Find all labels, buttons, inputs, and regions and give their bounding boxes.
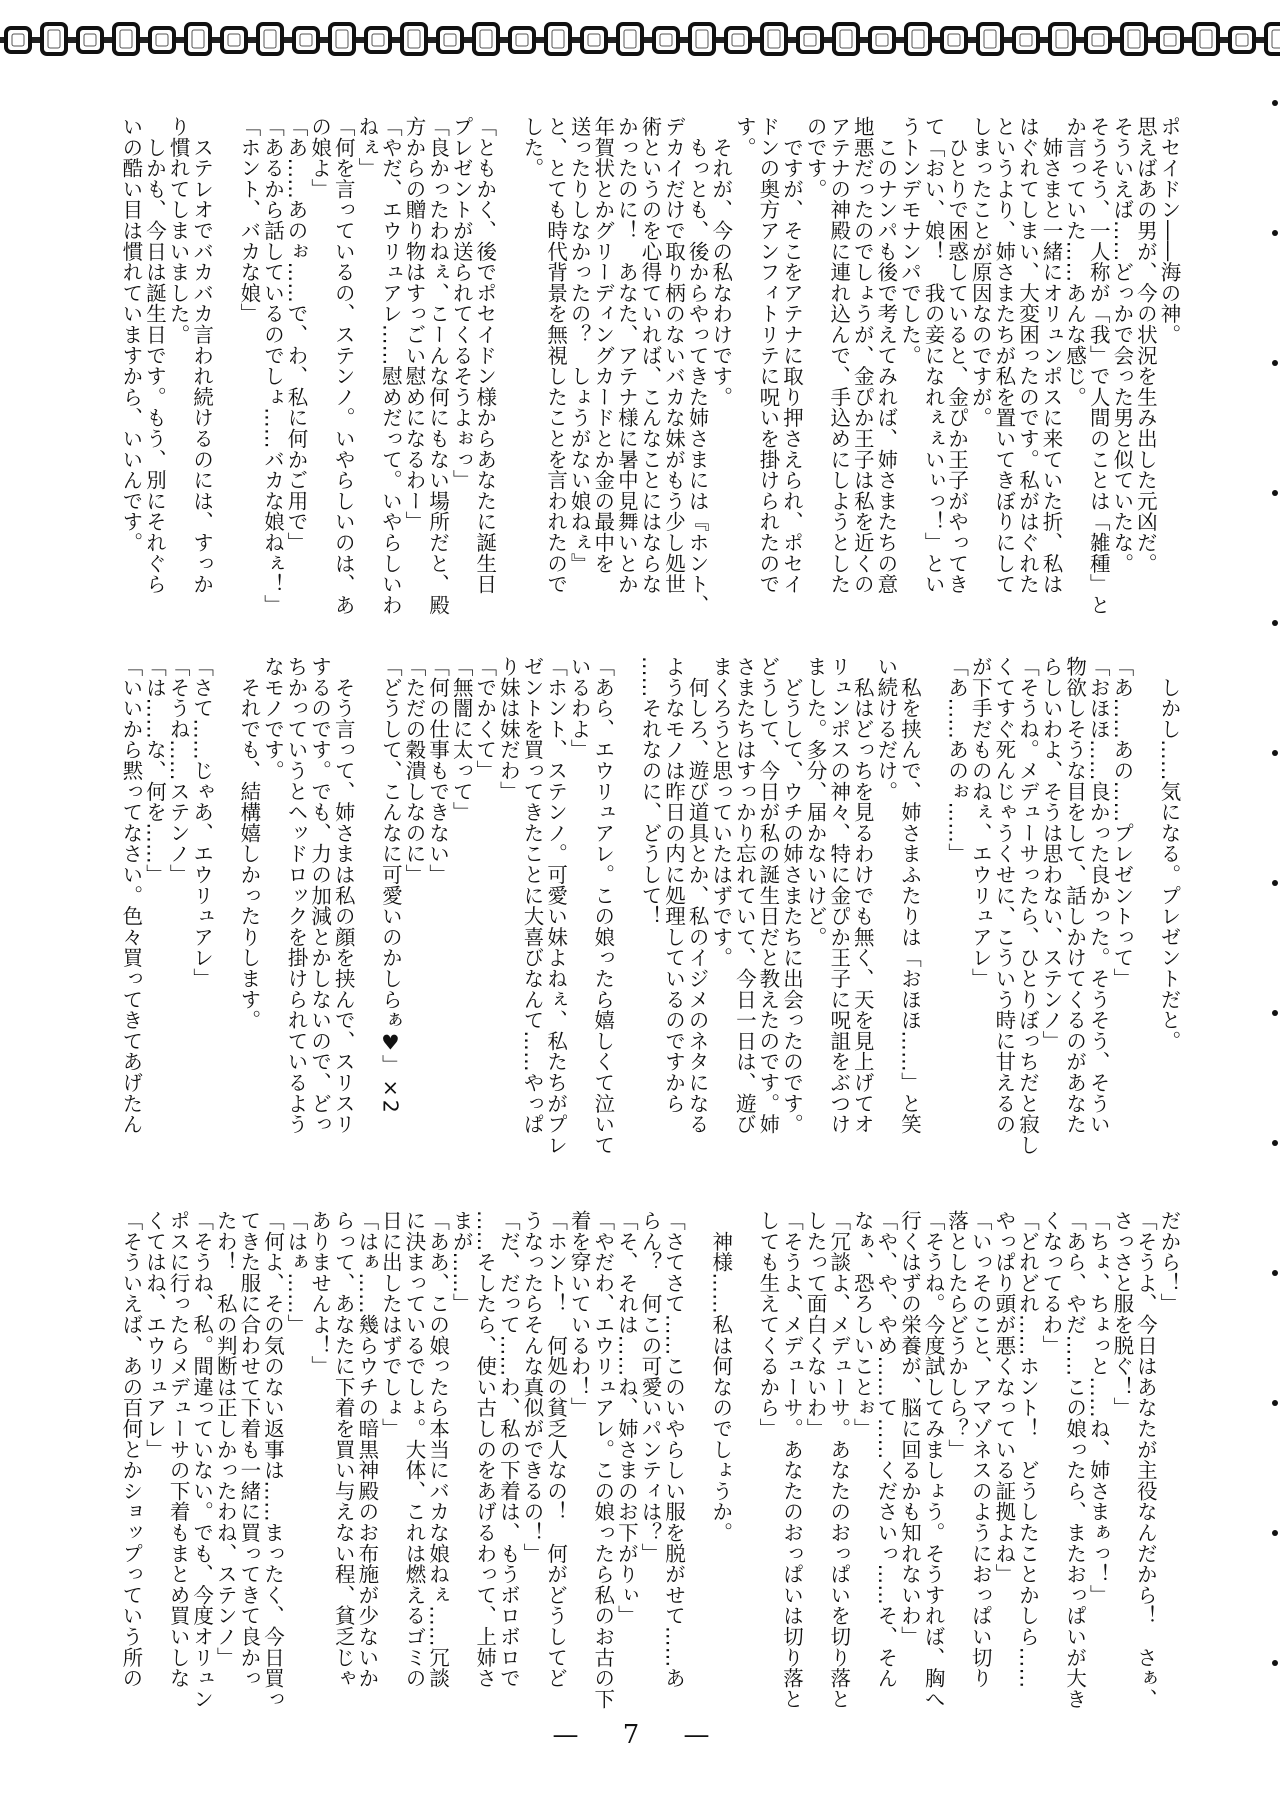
text-column: り慣れてしまいました。	[166, 116, 191, 345]
text-column: ポスに行ったらメデューサの下着もまとめ買いしな	[166, 1210, 191, 1689]
text-column: て「おい、娘！ 我の妾になれぇぇいぃっ！」とい	[921, 116, 946, 595]
blank-column	[920, 656, 944, 1155]
edge-dot	[1272, 620, 1278, 626]
text-column: ……それなのに、どうして！	[637, 656, 662, 927]
text-column: まが……」	[449, 1210, 474, 1314]
text-column: の娘よ」	[307, 116, 332, 200]
text-column: が下手だものねぇ、エウリュアレ」	[968, 656, 993, 989]
text-column: 「ともかく、後でポセイドン様からあなたに誕生日	[472, 116, 497, 595]
text-column: ねぇ」	[354, 116, 379, 179]
text-column: 「何の仕事もできない」	[425, 656, 450, 885]
edge-dot	[1272, 360, 1278, 366]
text-column: 神様……私は何なのでしょうか。	[708, 1210, 733, 1543]
text-column: 「あるから話しているのでしょ……バカな娘ねぇ！」	[260, 116, 285, 616]
text-column: 「ホント、ステンノ。可愛い妹よねぇ、私たちがプレ	[543, 656, 568, 1156]
text-column: 年賀状とかグリーディングカードとか金の最中を	[590, 116, 615, 574]
text-column: ですが、そこをアテナに取り押さえられ、ポセイ	[779, 116, 804, 595]
text-column: 私はどっちを見るわけでも無く、天を見上げてオ	[850, 656, 875, 1135]
text-column: 「あ……あのぉ……」	[944, 656, 969, 864]
text-column: そうそう、一人称が「我」で人間のことは「雑種」と	[1086, 116, 1111, 616]
text-column: 「そうね。メデューサったら、ひとりぼっちだと寂し	[1015, 656, 1040, 1156]
text-column: それが、今の私なわけです。	[708, 116, 733, 408]
text-column: 「や、や、やめ……て……くださいっ……そ、そん	[873, 1210, 898, 1689]
text-column: いの酷い目は慣れていますから、いいんです。	[118, 116, 143, 553]
text-column: デカイだけで取り柄のないバカな妹がもう少し処世	[661, 116, 686, 595]
text-column: 「おほほ……良かった良かった。そうそう、そうい	[1086, 656, 1111, 1135]
text-column: 「そうよ、今日はあなたが主役なんだから！ さぁ、	[1133, 1210, 1158, 1710]
text-column: 「どれどれ……ホント！ どうしたことかしら……	[1015, 1210, 1040, 1689]
text-column: 「さて……じゃあ、エウリュアレ」	[189, 656, 214, 989]
text-column: 「さてさて……このいやらしい服を脱がせて……あ	[661, 1210, 686, 1689]
text-tier-middle	[118, 656, 1180, 1155]
text-column: ました。多分、届かないけど。	[803, 656, 828, 948]
blank-column	[213, 656, 237, 1155]
edge-dot	[1272, 1400, 1278, 1406]
text-column: くてすぐ死んじゃうくせに、こういう時に甘えるの	[991, 656, 1016, 1135]
text-column: のです。	[803, 116, 828, 200]
text-column: くてはね、エウリュアレ」	[142, 1210, 167, 1460]
text-column: ゼントを買ってきたことに大喜びなんて……やっぱ	[519, 656, 544, 1135]
text-column: 姉さまと一緒にオリュンポスに来ていた折、私は	[1039, 116, 1064, 595]
text-column: 「ああ、この娘ったら本当にバカな娘ねぇ……冗談	[425, 1210, 450, 1689]
text-column: プレゼントが送られてくるそうよぉっ」	[449, 116, 474, 491]
edge-dot	[1272, 1140, 1278, 1146]
edge-dot	[1272, 750, 1278, 756]
text-column: に決まっているでしょ。大体、これは燃えるゴミの	[402, 1210, 426, 1689]
text-column: しかも、今日は誕生日です。もう、別にそれぐら	[142, 116, 167, 595]
text-column: 日に出したはずでしょ」	[378, 1210, 403, 1439]
text-column: 「やだ、エウリュアレ……慰めだって。いやらしいわ	[378, 116, 403, 616]
blank-column	[213, 116, 237, 615]
text-column: しても生えてくるから」	[755, 1210, 780, 1439]
blank-column	[354, 656, 378, 1155]
edge-dot	[1272, 1270, 1278, 1276]
text-column: 「でかくて」	[472, 656, 497, 781]
text-column: さまたちはすっかり忘れていて、今日一日は、遊び	[732, 656, 757, 1135]
text-column: 「冗談よ、メデューサ。あなたのおっぱいを切り落と	[826, 1210, 851, 1710]
text-column: 落としたらどうかしら？」	[944, 1210, 969, 1460]
text-column: 「そうね、私。間違っていない。でも、今度オリュン	[189, 1210, 214, 1710]
text-column: どうして、ウチの姉さまたちに出会ったのです。	[779, 656, 804, 1135]
text-column: うなったらそんな真似ができるの！」	[519, 1210, 544, 1564]
text-column: と、とても時代背景を無視したことを言われたので	[543, 116, 568, 595]
edge-dot	[1272, 490, 1278, 496]
text-column: 「あら、やだ……この娘ったら、またおっぱいが大き	[1062, 1210, 1087, 1710]
blank-column	[496, 116, 520, 615]
text-column: くなってるわ」	[1039, 1210, 1064, 1356]
blank-column	[614, 656, 638, 1155]
text-column: 「はぁ……幾らウチの暗黒神殿のお布施が少ないか	[354, 1210, 379, 1689]
text-column: 「何を言っているの、ステンノ。いやらしいのは、あ	[331, 116, 356, 616]
text-column: 方からの贈り物はすっごい慰めになるわー」	[402, 116, 426, 532]
text-column: 私を挟んで、姉さまふたりは「おほほ……」と笑	[897, 656, 922, 1135]
text-column: そういえば……どっかで会った男と似ていたな。	[1109, 116, 1134, 574]
edge-dot	[1272, 1530, 1278, 1536]
text-column: 「そうよ、メデューサ。あなたのおっぱいは切り落と	[779, 1210, 804, 1710]
text-column: か言っていた……あんな感じ。	[1062, 116, 1087, 408]
text-column: 「そうね……ステンノ」	[166, 656, 191, 885]
blank-column	[1133, 656, 1157, 1155]
text-column: 着を穿いているわ！」	[567, 1210, 592, 1418]
text-column: 思えばあの男が、今の状況を生み出した元凶だ。	[1133, 116, 1158, 574]
text-column: す。	[732, 116, 757, 158]
text-column: まくろうと思っていたはずです。	[708, 656, 733, 968]
blank-column	[732, 1210, 756, 1709]
text-column: しまったことが原因なのですが。	[968, 116, 993, 428]
text-column: はぐれてしまい、大変困ったのです。私がはぐれた	[1015, 116, 1040, 595]
text-column: てきた服に合わせて下着も一緒に買ってきて良かっ	[236, 1210, 261, 1689]
text-column: ステレオでバカバカ言われ続けるのには、すっか	[189, 116, 214, 595]
text-column: 「無闇に太って」	[449, 656, 474, 823]
text-column: さっさと服を脱ぐ！」	[1109, 1210, 1134, 1418]
text-column: 送ったりしなかったの？ しょうがない娘ねぇ』	[567, 116, 592, 574]
text-column: 何しろ、遊び道具とか、私のイジメのネタになる	[685, 656, 710, 1135]
text-column: やっぱり頭が悪くなっている証拠よね」	[991, 1210, 1016, 1585]
blank-column	[685, 1210, 709, 1709]
text-column: どうして、今日が私の誕生日だと教えたのです。姉	[755, 656, 780, 1135]
text-column: ……そしたら、使い古しのをあげるわって、上姉さ	[472, 1210, 497, 1689]
text-column: 「やだわ、エウリュアレ。この娘ったら私のお古の下	[590, 1210, 615, 1710]
text-column: 「あ……あのぉ……で、わ、私に何かご用で」	[284, 116, 309, 553]
text-column: このナンパも後で考えてみれば、姉さまたちの意	[873, 116, 898, 595]
text-column: らん？ 何この可愛いパンティは？」	[637, 1210, 662, 1564]
text-column: なぁ、恐ろしいことぉ」	[850, 1210, 875, 1439]
text-column: 「ホント！ 何処の貧乏人なの！ 何がどうしてど	[543, 1210, 568, 1689]
text-column: 「そういえば、あの百何とかショップっていう所の	[118, 1210, 143, 1689]
text-column: するのです。でも、力の加減とかしないので、どっ	[307, 656, 332, 1135]
text-column: らって、あなたに下着を買い与えない程、貧乏じゃ	[331, 1210, 356, 1689]
text-column: そう言って、姉さまは私の顔を挟んで、スリスリ	[331, 656, 356, 1135]
text-column: しかし……気になる。プレゼントだと。	[1157, 656, 1181, 1052]
text-column: ポセイドン――海の神。	[1157, 116, 1181, 345]
text-column: 術というのを心得ていれば、こんなことにはならな	[637, 116, 662, 595]
text-column: 「どうして、こんなに可愛いのかしらぁ♥」×2	[378, 656, 403, 1114]
text-column: 「ホント、バカな娘」	[236, 116, 261, 324]
text-column: かったのに！ あなた、アテナ様に暑中見舞いとか	[614, 116, 639, 595]
text-column: というより、姉さまたちが私を置いてきぼりにして	[991, 116, 1016, 595]
text-column: した。	[519, 116, 544, 179]
text-column: 「あ……あの……プレゼントって」	[1109, 656, 1134, 989]
edge-dot	[1272, 1010, 1278, 1016]
edge-dot	[1272, 1660, 1278, 1666]
text-column: ドンの奥方アンフィトリテに呪いを掛けられたので	[755, 116, 780, 595]
text-column: 「そ、それは……ね、姉さまのお下がりぃ」	[614, 1210, 639, 1626]
text-column: いるわよ」	[567, 656, 592, 760]
text-column: 「だ、だって……わ、私の下着は、もうボロボロで	[496, 1210, 521, 1689]
text-column: 行くはずの栄養が、脳に回るかも知れないわ」	[897, 1210, 922, 1647]
text-column: い続けるだけ。	[873, 656, 898, 802]
text-column: ようなモノは昨日の内に処理しているのですから	[661, 656, 686, 1114]
text-column: リュンポスの神々、特に金ぴか王子に呪詛をぶつけ	[826, 656, 851, 1135]
text-column: なモノです。	[260, 656, 285, 781]
text-column: 「は……な、何を……」	[142, 656, 167, 885]
edge-dot	[1272, 100, 1278, 106]
text-column: アテナの神殿に連れ込んで、手込めにしようとした	[826, 116, 851, 595]
text-column: 「ただの穀潰しなのに」	[402, 656, 426, 885]
text-column: それでも、結構嬉しかったりします。	[236, 656, 261, 1031]
text-column: うトンデモナンパでした。	[897, 116, 922, 366]
text-tier-top	[118, 116, 1180, 615]
edge-dot	[1272, 880, 1278, 886]
text-column: ひとりで困惑していると、金ぴか王子がやってき	[944, 116, 969, 595]
text-column: 「ちょ、ちょっと……ね、姉さまぁっ！」	[1086, 1210, 1111, 1606]
text-column: したって面白くないわ」	[803, 1210, 828, 1439]
page-number: — 7 —	[552, 1720, 728, 1750]
text-column: たわ！ 私の判断は正しかったわね、ステンノ」	[213, 1210, 238, 1668]
text-column: 「そうね。今度試してみましょう。そうすれば、胸へ	[921, 1210, 946, 1710]
text-column: ありませんよ！」	[307, 1210, 332, 1377]
text-column: 「あら、エウリュアレ。この娘ったら嬉しくて泣いて	[590, 656, 615, 1156]
text-column: り妹は妹だわ」	[496, 656, 521, 802]
text-column: 地悪だったのでしょうが、金ぴか王子は私を近くの	[850, 116, 875, 595]
text-column: 「何よ、その気のない返事は……まったく、今日買っ	[260, 1210, 285, 1710]
text-column: 「いっそのこと、アマゾネスのようにおっぱい切り	[968, 1210, 993, 1689]
chain-border-decoration	[0, 18, 1280, 62]
text-column: もっとも、後からやってきた姉さまには『ホント、	[685, 116, 710, 616]
text-tier-bottom	[118, 1210, 1180, 1709]
text-column: ちかっていうとヘッドロックを掛けられているよう	[284, 656, 309, 1135]
text-column: 「いいから黙ってなさい。色々買ってきてあげたん	[118, 656, 143, 1135]
text-column: 「はぁ……」	[284, 1210, 309, 1335]
text-column: 物欲しそうな目をして、話しかけてくるのがあなた	[1062, 656, 1087, 1135]
edge-dot	[1272, 230, 1278, 236]
text-column: 「良かったわねぇ、こーんな何にもない場所だと、殿	[425, 116, 450, 616]
text-column: らしいわよ、そうは思わない、ステンノ」	[1039, 656, 1064, 1052]
text-column: だから！」	[1157, 1210, 1181, 1314]
